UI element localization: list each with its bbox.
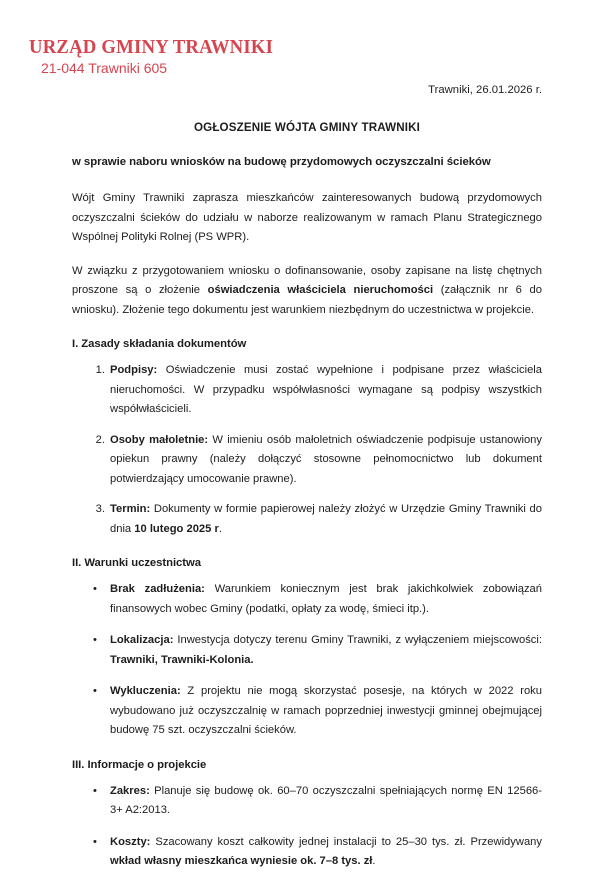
list-item-label: Termin: — [110, 503, 151, 515]
bullet-icon: • — [93, 835, 97, 848]
list-item-text-end: . — [218, 522, 222, 535]
list-item-text: W imieniu osób małoletnich oświadczenie podpisuje ustanowiony opiekun prawny (należy dołączyć stosowne pełnomocnictwo lub dokument potwierdzający umocowanie prawne). — [110, 433, 542, 485]
list-item — [72, 631, 542, 670]
list-item-label: Podpisy: — [110, 364, 158, 376]
list-item — [72, 431, 542, 490]
paragraph-declaration — [72, 262, 542, 321]
list-item-label: Zakres: — [110, 784, 150, 797]
page-title: OGŁOSZENIE WÓJTA GMINY TRAWNIKI — [193, 121, 420, 134]
section-heading-3: III. Informacje o projekcie — [72, 758, 207, 771]
list-item-text: Szacowany koszt całkowity jednej instalacji to 25–30 tys. zł. Przewidywany — [150, 835, 542, 848]
page-subtitle: w sprawie naboru wniosków na budowę przydomowych oczyszczalni ścieków — [72, 156, 491, 168]
paragraph-intro — [72, 189, 542, 248]
list-item-label: Lokalizacja: — [110, 634, 174, 646]
bullet-icon: • — [93, 583, 97, 595]
list-item-deadline: 10 lutego 2025 r — [134, 522, 219, 535]
list-item-text: Z projektu nie mogą skorzystać posesje, na których w 2022 roku wybudowano już oczyszczalnię w ramach poprzedniej inwestycji gminnej obejmującej budowę 75 szt. oczyszczalni ścieków. — [110, 685, 542, 736]
bullet-icon: • — [93, 685, 97, 697]
list-item — [72, 833, 542, 872]
list-item — [72, 580, 542, 619]
list-item-text: Planuje się budowę ok. 60–70 oczyszczalni spełniających normę EN 12566-3+ A2:2013. — [110, 784, 542, 816]
section-heading-2: II. Warunki uczestnictwa — [72, 557, 201, 569]
ordered-list-section-1 — [72, 361, 542, 539]
date-line: Trawniki, 26.01.2026 r. — [428, 84, 542, 96]
list-item-text: Dokumenty w formie papierowej należy złożyć w Urzędzie Gminy Trawniki do dnia — [110, 503, 542, 535]
list-marker: 3. — [95, 503, 105, 515]
list-item-label: Brak zadłużenia: — [110, 583, 205, 595]
list-item — [72, 500, 542, 539]
section-heading-1: I. Zasady składania dokumentów — [72, 338, 247, 350]
paragraph-declaration-part1: W związku z przygotowaniem wniosku o dofinansowanie, osoby zapisane na listę chętnych proszone są o złożenie — [72, 264, 542, 296]
bullet-icon: • — [93, 634, 97, 646]
list-item — [72, 782, 542, 821]
list-item-text: Inwestycja dotyczy terenu Gminy Trawniki, z wyłączeniem miejscowości: — [173, 634, 542, 646]
list-item — [72, 682, 542, 741]
list-marker: 1. — [95, 364, 105, 376]
list-item-label: Koszty: — [110, 835, 151, 848]
list-item-text-end: . — [372, 855, 376, 867]
list-item-text: Warunkiem koniecznym jest brak jakichkolwiek zobowiązań finansowych wobec Gminy (podatki, opłaty za wodę, śmieci itp.). — [110, 583, 542, 615]
list-item-text: Oświadczenie musi zostać wypełnione i podpisane przez właściciela nieruchomości. W przypadku współwłasności wymagane są podpisy wszystkich współwłaścicieli. — [110, 364, 542, 415]
list-item-contribution: wkład własny mieszkańca wyniesie ok. 7–8 tys. zł — [110, 855, 373, 867]
bullet-list-section-2 — [72, 580, 542, 741]
paragraph-declaration-part2: (załącznik nr 6 do wniosku). Złożenie tego dokumentu jest warunkiem niezbędnym do uczestnictwa w projekcie. — [72, 284, 542, 316]
bullet-icon: • — [93, 784, 97, 797]
office-address: 21-044 Trawniki 605 — [41, 60, 168, 76]
list-item-localities: Trawniki, Trawniki-Kolonia. — [110, 653, 254, 666]
paragraph-intro-text: Wójt Gminy Trawniki zaprasza mieszkańców zainteresowanych budową przydomowych oczyszczalni ścieków do udziału w naborze realizowanym w ramach Planu Strategicznego Wspólnej Polityki Rolnej (PS WPR). — [72, 192, 542, 243]
list-item-label: Wykluczenia: — [110, 685, 181, 697]
paragraph-declaration-emphasis: oświadczenia właściciela nieruchomości — [207, 284, 434, 296]
letterhead-stamp — [29, 38, 329, 77]
document-body — [72, 120, 542, 884]
list-marker: 2. — [95, 433, 105, 446]
bullet-list-section-3 — [72, 782, 542, 872]
list-item — [72, 361, 542, 420]
list-item-label: Osoby małoletnie: — [110, 433, 209, 446]
office-name: URZĄD GMINY TRAWNIKI — [29, 37, 274, 58]
